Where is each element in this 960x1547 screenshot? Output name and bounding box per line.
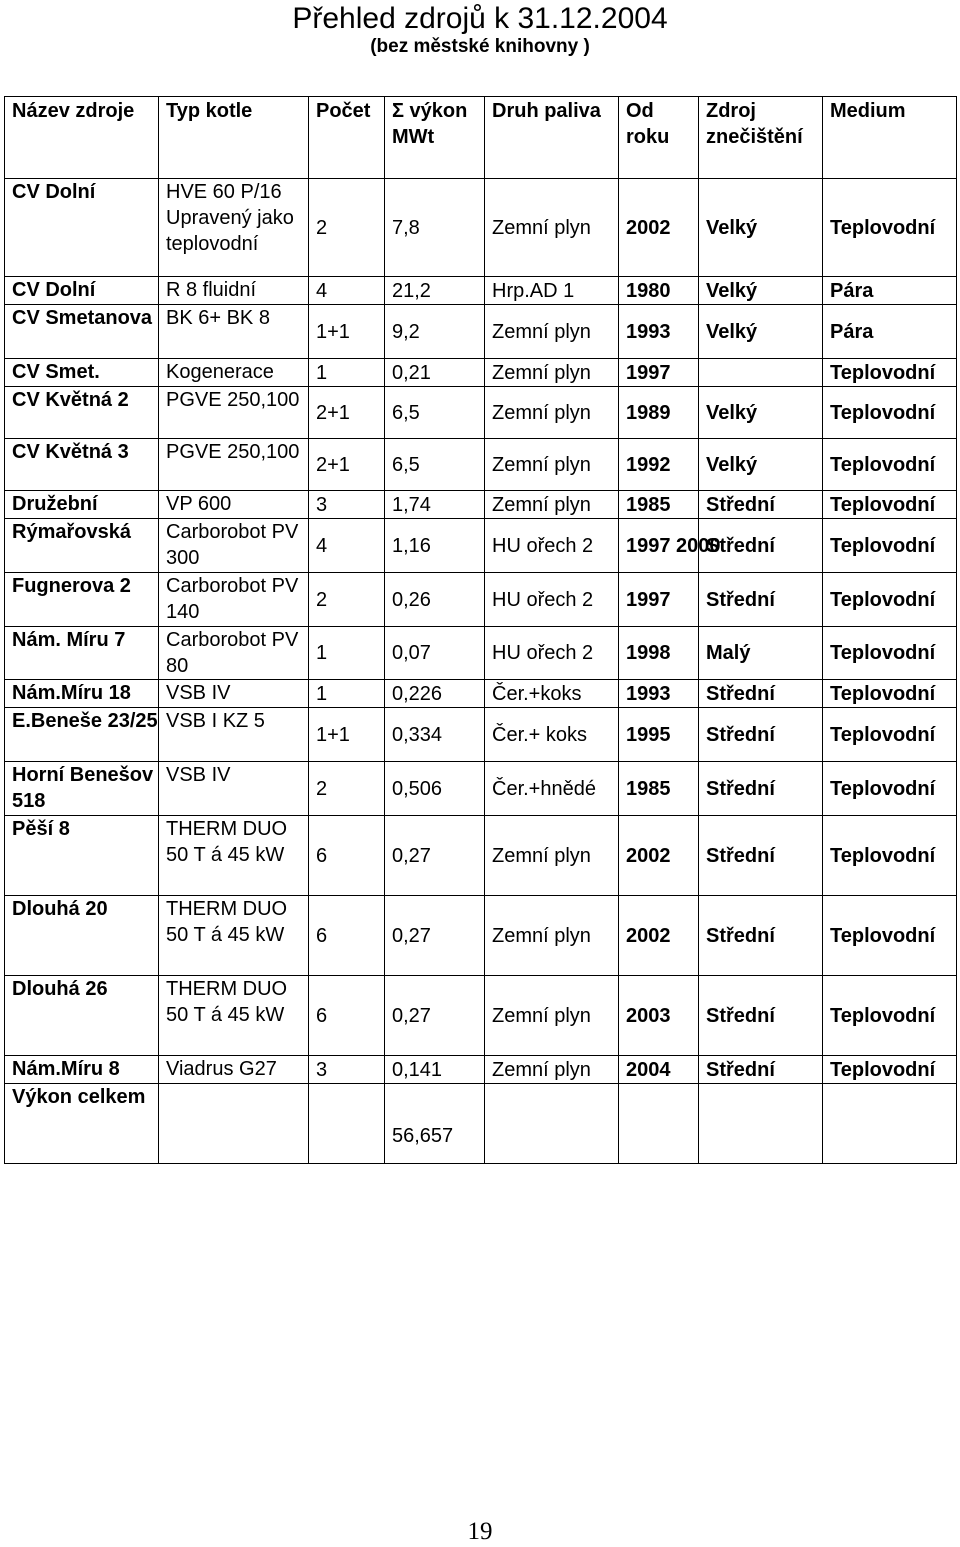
page-number: 19 xyxy=(467,1518,493,1545)
pollution-category-cell: Malý xyxy=(699,627,823,680)
table-row xyxy=(5,179,957,277)
source-name-cell: CV Květná 3 xyxy=(5,439,159,491)
table-row xyxy=(5,627,957,680)
table-cell xyxy=(619,1084,699,1164)
total-power-cell: 0,334 xyxy=(385,708,485,762)
column-header: Zdroj znečištění xyxy=(699,97,823,179)
pollution-category-cell: Střední xyxy=(699,816,823,896)
source-name-cell: Pěší 8 xyxy=(5,816,159,896)
boiler-count-cell: 6 xyxy=(309,816,385,896)
boiler-count-cell: 2 xyxy=(309,762,385,816)
boiler-type-cell: Carborobot PV 80 xyxy=(159,627,309,680)
source-name-cell: Nám. Míru 7 xyxy=(5,627,159,680)
start-year-cell: 1997 2000 xyxy=(619,519,699,573)
table-cell xyxy=(485,1084,619,1164)
total-power-cell: 1,16 xyxy=(385,519,485,573)
medium-cell: Teplovodní xyxy=(823,491,957,519)
fuel-type-cell: Čer.+koks xyxy=(485,680,619,708)
medium-cell: Pára xyxy=(823,305,957,359)
boiler-type-cell: BK 6+ BK 8 xyxy=(159,305,309,359)
fuel-type-cell: HU ořech 2 xyxy=(485,573,619,627)
table-row xyxy=(5,519,957,573)
medium-cell: Pára xyxy=(823,277,957,305)
start-year-cell: 1997 xyxy=(619,573,699,627)
medium-cell: Teplovodní xyxy=(823,519,957,573)
boiler-count-cell: 2 xyxy=(309,179,385,277)
start-year-cell: 1992 xyxy=(619,439,699,491)
boiler-count-cell: 2+1 xyxy=(309,439,385,491)
table-row xyxy=(5,896,957,976)
boiler-count-cell: 3 xyxy=(309,491,385,519)
medium-cell: Teplovodní xyxy=(823,976,957,1056)
total-power-cell: 0,26 xyxy=(385,573,485,627)
medium-cell: Teplovodní xyxy=(823,1056,957,1084)
total-power-cell: 0,27 xyxy=(385,816,485,896)
fuel-type-cell: Zemní plyn xyxy=(485,816,619,896)
pollution-category-cell: Střední xyxy=(699,708,823,762)
start-year-cell: 1985 xyxy=(619,762,699,816)
start-year-cell: 2003 xyxy=(619,976,699,1056)
start-year-cell: 1980 xyxy=(619,277,699,305)
start-year-cell: 2002 xyxy=(619,896,699,976)
table-row xyxy=(5,305,957,359)
table-cell xyxy=(159,1084,309,1164)
fuel-type-cell: Zemní plyn xyxy=(485,305,619,359)
boiler-count-cell: 4 xyxy=(309,519,385,573)
source-name-cell: CV Dolní xyxy=(5,277,159,305)
fuel-type-cell: Zemní plyn xyxy=(485,1056,619,1084)
fuel-type-cell: Zemní plyn xyxy=(485,976,619,1056)
table-header-row xyxy=(5,97,957,179)
column-header: Název zdroje xyxy=(5,97,159,179)
total-power-cell: 7,8 xyxy=(385,179,485,277)
total-row xyxy=(5,1084,957,1164)
source-name-cell: Družební xyxy=(5,491,159,519)
total-power-cell: 0,506 xyxy=(385,762,485,816)
total-power-cell: 6,5 xyxy=(385,439,485,491)
source-name-cell: Dlouhá 26 xyxy=(5,976,159,1056)
pollution-category-cell: Velký xyxy=(699,277,823,305)
table-row xyxy=(5,277,957,305)
total-power-cell: 0,21 xyxy=(385,359,485,387)
boiler-type-cell: THERM DUO 50 T á 45 kW xyxy=(159,816,309,896)
boiler-count-cell: 1 xyxy=(309,359,385,387)
source-name-cell: E.Beneše 23/25 xyxy=(5,708,159,762)
boiler-type-cell: VP 600 xyxy=(159,491,309,519)
total-power-cell: 1,74 xyxy=(385,491,485,519)
source-name-cell: Dlouhá 20 xyxy=(5,896,159,976)
boiler-type-cell: VSB IV xyxy=(159,680,309,708)
column-header: Medium xyxy=(823,97,957,179)
boiler-count-cell: 2 xyxy=(309,573,385,627)
column-header: Σ výkon MWt xyxy=(385,97,485,179)
table-row xyxy=(5,976,957,1056)
total-power-cell: 21,2 xyxy=(385,277,485,305)
boiler-type-cell: Viadrus G27 xyxy=(159,1056,309,1084)
source-name-cell: Fugnerova 2 xyxy=(5,573,159,627)
source-name-cell: CV Dolní xyxy=(5,179,159,277)
column-header: Druh paliva xyxy=(485,97,619,179)
total-power-cell: 0,27 xyxy=(385,896,485,976)
pollution-category-cell: Střední xyxy=(699,976,823,1056)
pollution-category-cell: Střední xyxy=(699,491,823,519)
boiler-type-cell: HVE 60 P/16 Upravený jako teplovodní xyxy=(159,179,309,277)
page-title: Přehled zdrojů k 31.12.2004 xyxy=(292,2,668,35)
medium-cell: Teplovodní xyxy=(823,359,957,387)
boiler-count-cell: 6 xyxy=(309,896,385,976)
table-cell xyxy=(309,1084,385,1164)
start-year-cell: 1993 xyxy=(619,680,699,708)
start-year-cell: 1993 xyxy=(619,305,699,359)
medium-cell: Teplovodní xyxy=(823,708,957,762)
fuel-type-cell: Hrp.AD 1 xyxy=(485,277,619,305)
medium-cell: Teplovodní xyxy=(823,816,957,896)
boiler-count-cell: 1 xyxy=(309,627,385,680)
source-name-cell: CV Květná 2 xyxy=(5,387,159,439)
start-year-cell: 1997 xyxy=(619,359,699,387)
total-power: 56,657 xyxy=(385,1084,485,1164)
start-year-cell: 2002 xyxy=(619,179,699,277)
total-power-cell: 0,07 xyxy=(385,627,485,680)
boiler-type-cell: VSB IV xyxy=(159,762,309,816)
table-cell xyxy=(699,1084,823,1164)
boiler-type-cell: Carborobot PV 140 xyxy=(159,573,309,627)
boiler-count-cell: 1+1 xyxy=(309,305,385,359)
pollution-category-cell: Střední xyxy=(699,573,823,627)
fuel-type-cell: Čer.+ koks xyxy=(485,708,619,762)
boiler-count-cell: 1+1 xyxy=(309,708,385,762)
boiler-type-cell: Kogenerace xyxy=(159,359,309,387)
source-name-cell: Rýmařovská xyxy=(5,519,159,573)
pollution-category-cell: Velký xyxy=(699,387,823,439)
table-row xyxy=(5,708,957,762)
table-row xyxy=(5,573,957,627)
medium-cell: Teplovodní xyxy=(823,627,957,680)
medium-cell: Teplovodní xyxy=(823,680,957,708)
boiler-count-cell: 1 xyxy=(309,680,385,708)
total-power-cell: 0,27 xyxy=(385,976,485,1056)
start-year-cell: 1998 xyxy=(619,627,699,680)
boiler-count-cell: 4 xyxy=(309,277,385,305)
boiler-type-cell: VSB I KZ 5 xyxy=(159,708,309,762)
fuel-type-cell: Zemní plyn xyxy=(485,359,619,387)
table-row xyxy=(5,816,957,896)
table-row xyxy=(5,439,957,491)
table-row xyxy=(5,491,957,519)
boiler-type-cell: R 8 fluidní xyxy=(159,277,309,305)
fuel-type-cell: HU ořech 2 xyxy=(485,519,619,573)
boiler-type-cell: THERM DUO 50 T á 45 kW xyxy=(159,976,309,1056)
table-row xyxy=(5,1056,957,1084)
total-power-cell: 6,5 xyxy=(385,387,485,439)
source-name-cell: CV Smet. xyxy=(5,359,159,387)
pollution-category-cell: Střední xyxy=(699,1056,823,1084)
start-year-cell: 1985 xyxy=(619,491,699,519)
source-name-cell: Nám.Míru 18 xyxy=(5,680,159,708)
boiler-type-cell: Carborobot PV 300 xyxy=(159,519,309,573)
fuel-type-cell: Zemní plyn xyxy=(485,491,619,519)
start-year-cell: 1995 xyxy=(619,708,699,762)
fuel-type-cell: Zemní plyn xyxy=(485,179,619,277)
pollution-category-cell: Velký xyxy=(699,439,823,491)
page-subtitle: (bez městské knihovny ) xyxy=(370,36,590,57)
fuel-type-cell: Zemní plyn xyxy=(485,439,619,491)
boiler-count-cell: 2+1 xyxy=(309,387,385,439)
column-header: Od roku xyxy=(619,97,699,179)
column-header: Počet xyxy=(309,97,385,179)
table-row xyxy=(5,359,957,387)
pollution-category-cell: Střední xyxy=(699,519,823,573)
total-power-cell: 9,2 xyxy=(385,305,485,359)
sources-table xyxy=(4,96,957,1164)
fuel-type-cell: Zemní plyn xyxy=(485,896,619,976)
boiler-type-cell: PGVE 250,100 xyxy=(159,387,309,439)
total-power-cell: 0,226 xyxy=(385,680,485,708)
boiler-type-cell: THERM DUO 50 T á 45 kW xyxy=(159,896,309,976)
fuel-type-cell: Čer.+hnědé xyxy=(485,762,619,816)
source-name-cell: CV Smetanova xyxy=(5,305,159,359)
medium-cell: Teplovodní xyxy=(823,179,957,277)
pollution-category-cell xyxy=(699,359,823,387)
fuel-type-cell: Zemní plyn xyxy=(485,387,619,439)
total-label: Výkon celkem xyxy=(5,1084,159,1164)
medium-cell: Teplovodní xyxy=(823,896,957,976)
table-row xyxy=(5,680,957,708)
pollution-category-cell: Velký xyxy=(699,305,823,359)
start-year-cell: 1989 xyxy=(619,387,699,439)
total-power-cell: 0,141 xyxy=(385,1056,485,1084)
boiler-count-cell: 3 xyxy=(309,1056,385,1084)
medium-cell: Teplovodní xyxy=(823,762,957,816)
source-name-cell: Horní Benešov 518 xyxy=(5,762,159,816)
boiler-type-cell: PGVE 250,100 xyxy=(159,439,309,491)
pollution-category-cell: Střední xyxy=(699,896,823,976)
source-name-cell: Nám.Míru 8 xyxy=(5,1056,159,1084)
fuel-type-cell: HU ořech 2 xyxy=(485,627,619,680)
boiler-count-cell: 6 xyxy=(309,976,385,1056)
medium-cell: Teplovodní xyxy=(823,439,957,491)
start-year-cell: 2004 xyxy=(619,1056,699,1084)
medium-cell: Teplovodní xyxy=(823,387,957,439)
column-header: Typ kotle xyxy=(159,97,309,179)
table-row xyxy=(5,762,957,816)
start-year-cell: 2002 xyxy=(619,816,699,896)
pollution-category-cell: Střední xyxy=(699,680,823,708)
pollution-category-cell: Velký xyxy=(699,179,823,277)
table-cell xyxy=(823,1084,957,1164)
table-row xyxy=(5,387,957,439)
medium-cell: Teplovodní xyxy=(823,573,957,627)
pollution-category-cell: Střední xyxy=(699,762,823,816)
